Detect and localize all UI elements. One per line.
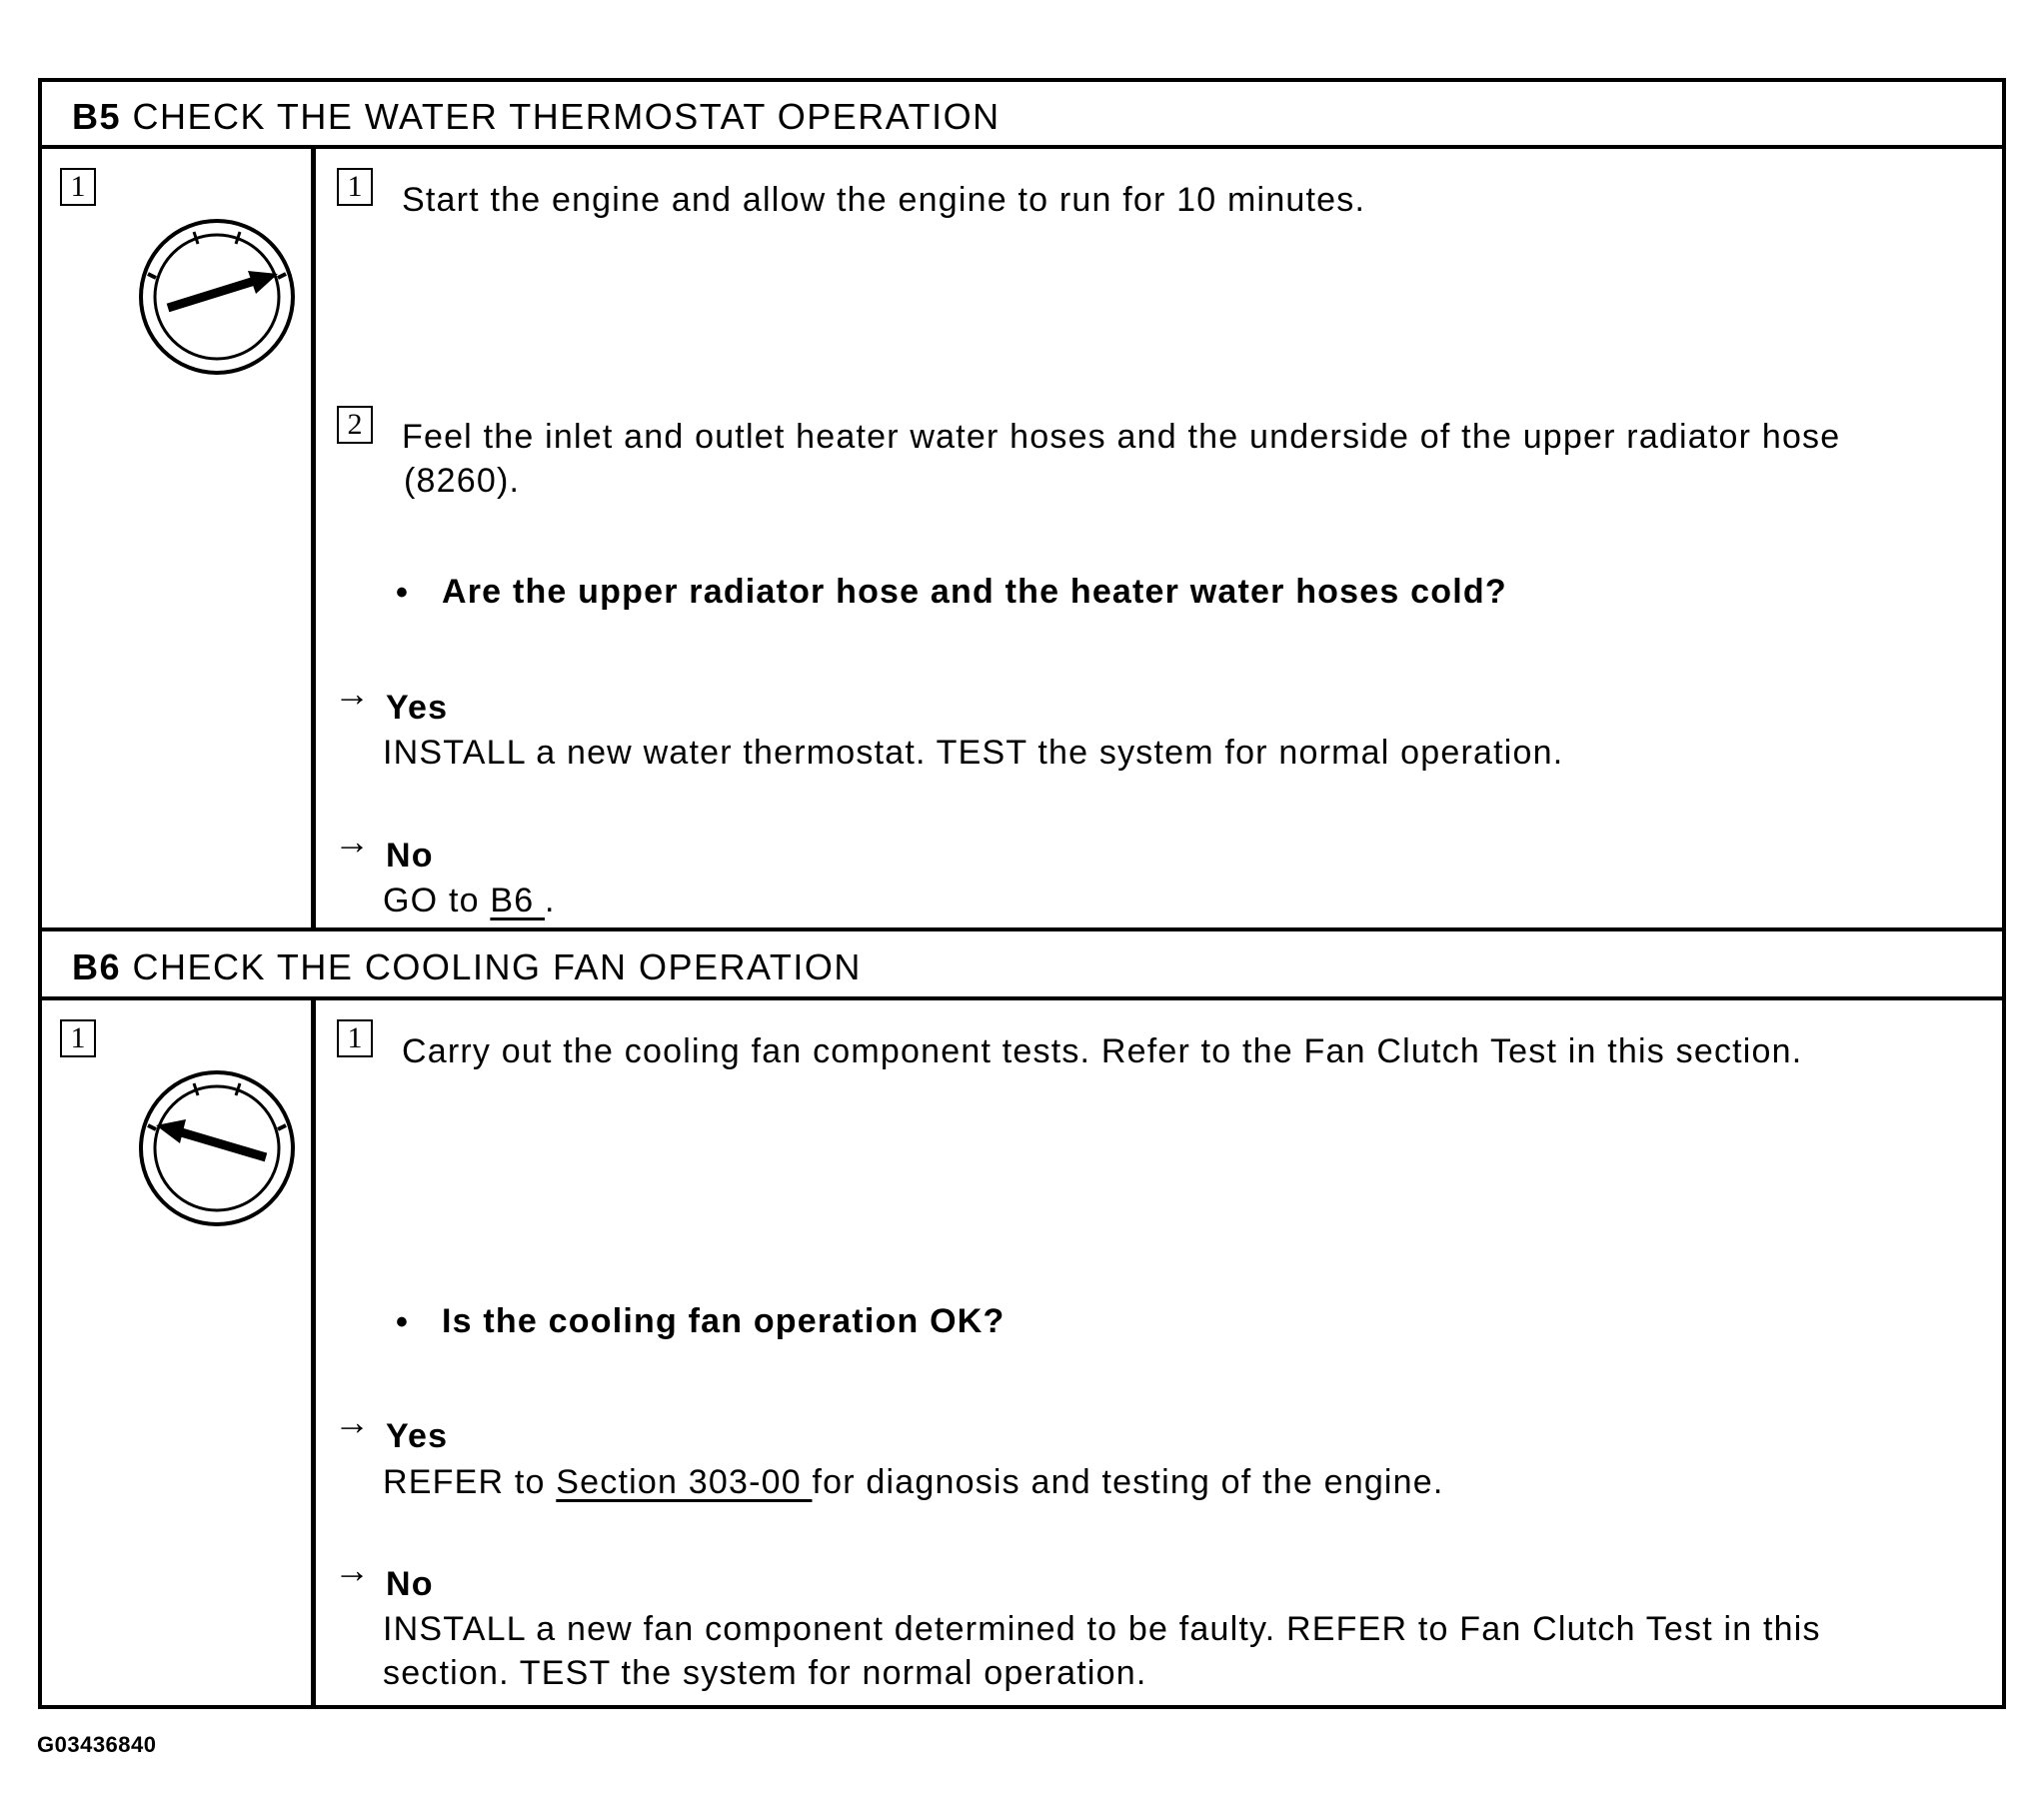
- b6-header: [72, 946, 862, 988]
- divider-b6-top: [38, 927, 2006, 931]
- b5-title: CHECK THE WATER THERMOSTAT OPERATION: [132, 96, 1001, 137]
- b5-illustration-step-box: 1: [60, 168, 96, 206]
- b5-no-text-post: .: [545, 882, 556, 919]
- b6-no-label: No: [386, 1565, 434, 1603]
- column-divider-b6: [311, 998, 316, 1709]
- b5-no-text-pre: GO to: [383, 882, 480, 919]
- link-section-303-00[interactable]: Section 303-00: [556, 1463, 813, 1501]
- b6-yes-label: Yes: [386, 1417, 449, 1455]
- b6-yes-arrow-icon: →: [334, 1401, 370, 1442]
- temperature-gauge-icon: [136, 1067, 298, 1229]
- b5-question-bullet: •: [396, 574, 410, 612]
- temperature-gauge-icon: [136, 216, 298, 378]
- b6-no-text-line2: section. TEST the system for normal operation.: [383, 1654, 1147, 1692]
- b5-step-id: B5: [72, 96, 122, 137]
- b6-yes-text-pre: REFER to: [383, 1463, 546, 1501]
- b5-step2-text-line2: (8260).: [404, 462, 521, 500]
- b6-title: CHECK THE COOLING FAN OPERATION: [132, 946, 862, 987]
- b6-question: Is the cooling fan operation OK?: [442, 1302, 1006, 1340]
- b6-illustration-step-box: 1: [60, 1019, 96, 1057]
- b5-yes-arrow-icon: →: [334, 673, 370, 714]
- b5-step2-box: 2: [337, 406, 373, 444]
- b5-step1-text: Start the engine and allow the engine to run for 10 minutes.: [402, 181, 1366, 219]
- b5-yes-label: Yes: [386, 689, 449, 727]
- b5-step1-box: 1: [337, 168, 373, 206]
- b6-step1-text: Carry out the cooling fan component tests. Refer to the Fan Clutch Test in this section.: [402, 1032, 1803, 1070]
- b6-no-arrow-icon: →: [334, 1549, 370, 1590]
- b6-yes-text: [383, 1463, 1444, 1502]
- figure-id: G03436840: [37, 1732, 157, 1757]
- b6-step1-box: 1: [337, 1019, 373, 1057]
- b5-step2-text-line1: Feel the inlet and outlet heater water hoses and the underside of the upper radiator hose: [402, 418, 1841, 456]
- b5-header: [72, 96, 1001, 138]
- b5-yes-text: INSTALL a new water thermostat. TEST the system for normal operation.: [383, 734, 1564, 772]
- b5-no-arrow-icon: →: [334, 821, 370, 862]
- b5-question: Are the upper radiator hose and the heater water hoses cold?: [442, 573, 1507, 611]
- divider-b5-header: [38, 145, 2006, 149]
- b5-no-label: No: [386, 837, 434, 875]
- b6-question-bullet: •: [396, 1303, 410, 1341]
- link-b6[interactable]: B6: [490, 882, 545, 919]
- column-divider-b5: [311, 147, 316, 929]
- b6-step-id: B6: [72, 946, 122, 987]
- divider-b6-header: [38, 996, 2006, 1000]
- b5-no-text: [383, 882, 556, 920]
- b6-yes-text-post: for diagnosis and testing of the engine.: [812, 1463, 1444, 1501]
- b6-no-text-line1: INSTALL a new fan component determined to be faulty. REFER to Fan Clutch Test in this: [383, 1610, 1821, 1648]
